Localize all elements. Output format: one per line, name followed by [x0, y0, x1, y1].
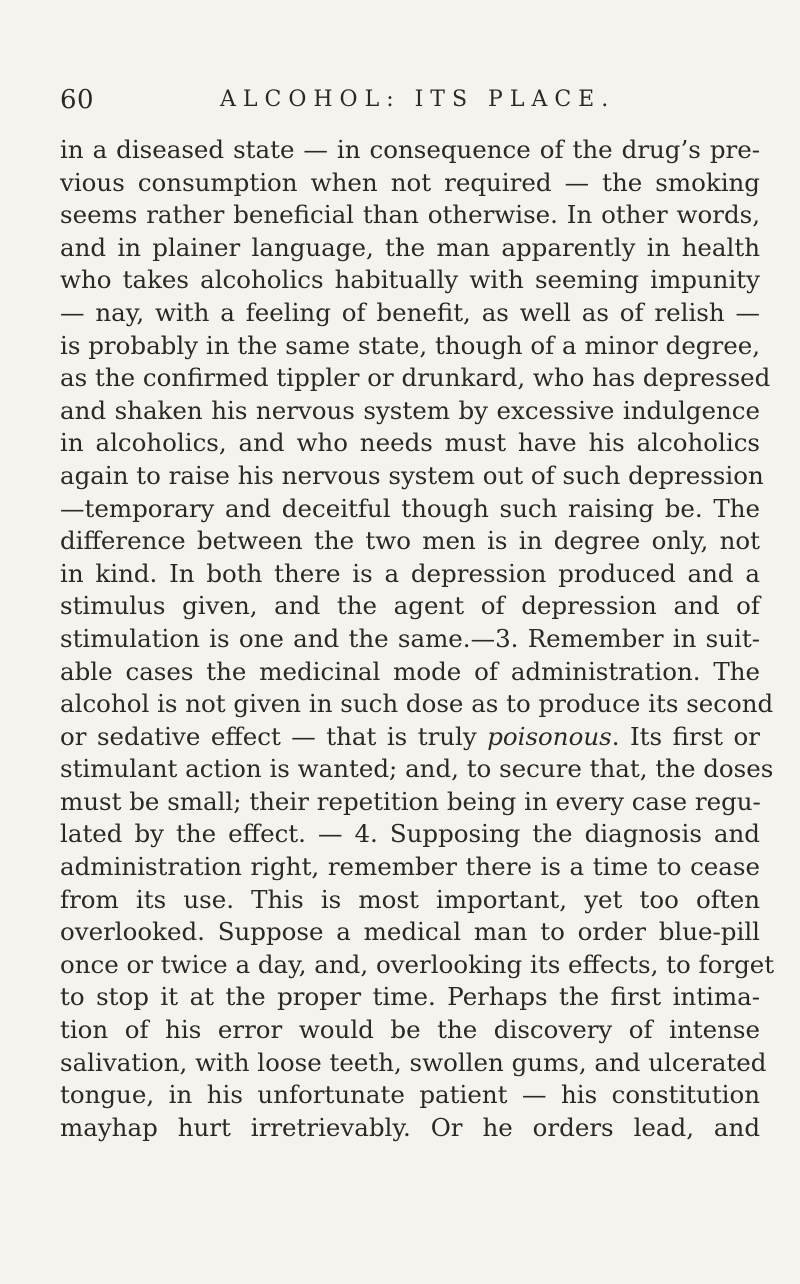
page-header — [60, 84, 740, 116]
text-line: is probably in the same state, though of a minor degree, — [60, 330, 760, 360]
text-line: tion of his error would be the discovery of intense — [60, 1015, 760, 1045]
text-line: able cases the medicinal mode of administration. The — [60, 656, 760, 686]
text-line-with-italic — [60, 721, 760, 754]
body-text — [60, 134, 775, 1144]
running-head: ALCOHOL: ITS PLACE. — [220, 87, 616, 112]
text-line: in alcoholics, and who needs must have his alcoholics — [60, 428, 760, 458]
text-line: mayhap hurt irretrievably. Or he orders lead, and — [60, 1112, 760, 1142]
page-number: 60 — [60, 85, 95, 115]
text-line: stimulus given, and the agent of depression and of — [60, 591, 760, 621]
text-line: stimulant action is wanted; and, to secure that, the doses — [60, 754, 774, 784]
text-line: vious consumption when not required — the smoking — [60, 167, 760, 197]
text-line: and shaken his nervous system by excessive indulgence — [60, 395, 760, 425]
text-line: again to raise his nervous system out of such depression — [60, 460, 764, 490]
text-line: administration right, remember there is a time to cease — [60, 852, 760, 882]
text-line: lated by the effect. — 4. Supposing the diagnosis and — [60, 819, 760, 849]
text-line: to stop it at the proper time. Perhaps the first intima- — [60, 982, 760, 1012]
italic-word: poisonous — [487, 721, 612, 751]
text-segment: or sedative effect — that is truly — [60, 721, 488, 751]
text-line: stimulation is one and the same.—3. Remember in suit- — [60, 623, 760, 653]
text-line: who takes alcoholics habitually with seeming impunity — [60, 265, 760, 295]
text-line: difference between the two men is in degree only, not — [60, 526, 760, 556]
text-line: from its use. This is most important, yet too often — [60, 884, 760, 914]
text-line: must be small; their repetition being in every case regu- — [60, 786, 761, 816]
text-line: alcohol is not given in such dose as to produce its second — [60, 689, 774, 719]
text-line: as the confirmed tippler or drunkard, who has depressed — [60, 363, 771, 393]
text-line: overlooked. Suppose a medical man to order blue-pill — [60, 917, 760, 947]
text-line: — nay, with a feeling of benefit, as well as of relish — — [60, 297, 760, 327]
text-line: once or twice a day, and, overlooking its effects, to forget — [60, 949, 775, 979]
text-line: in a diseased state — in consequence of the drug’s pre- — [60, 135, 760, 164]
text-line: in kind. In both there is a depression produced and a — [60, 558, 760, 588]
text-line: tongue, in his unfortunate patient — his constitution — [60, 1080, 760, 1110]
text-line: salivation, with loose teeth, swollen gums, and ulcerated — [60, 1047, 767, 1077]
text-segment: . Its first or — [611, 721, 760, 751]
text-line: seems rather beneficial than otherwise. In other words, — [60, 200, 760, 230]
text-line: and in plainer language, the man apparently in health — [60, 232, 760, 262]
text-line: —temporary and deceitful though such raising be. The — [60, 493, 760, 523]
